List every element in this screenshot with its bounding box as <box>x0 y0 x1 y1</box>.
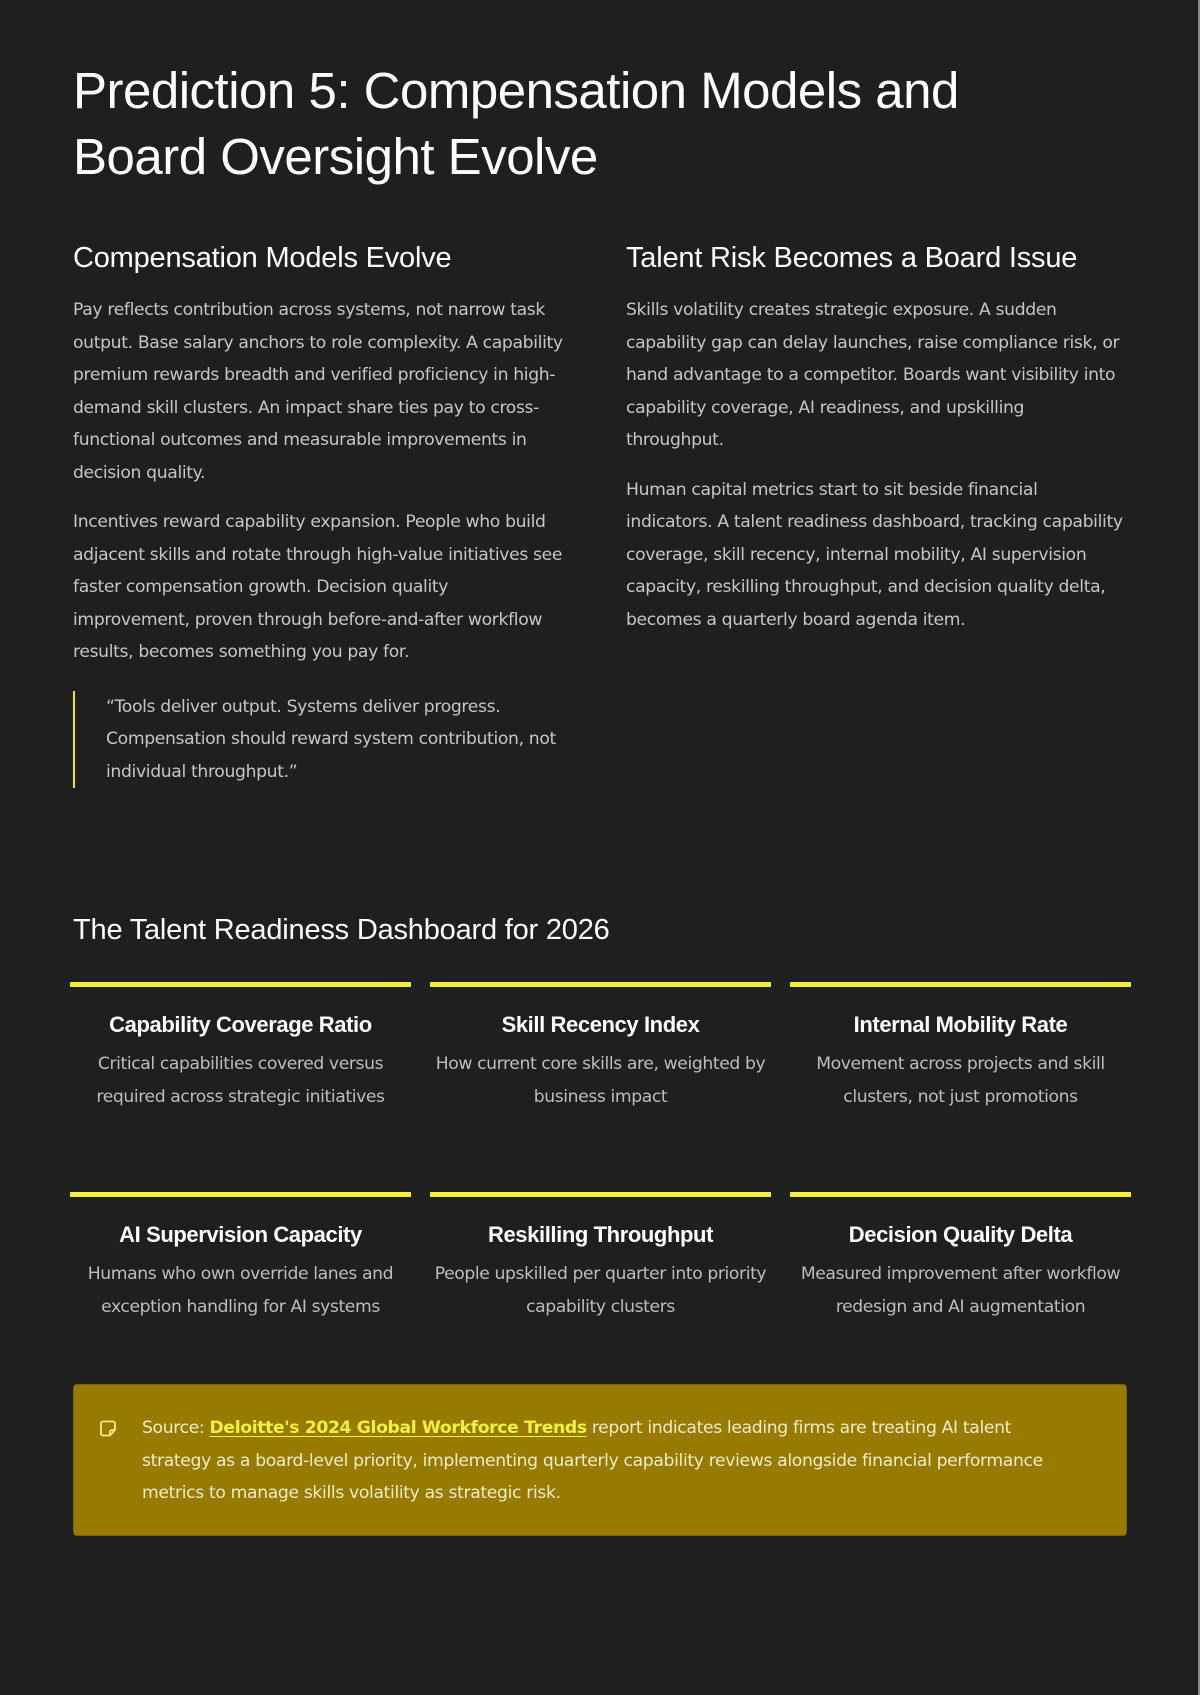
metric-description: Movement across projects and skill clusters, not just promotions <box>816 1054 1105 1107</box>
metric-card <box>430 982 771 1192</box>
metric-title: Skill Recency Index <box>501 1012 700 1037</box>
dashboard-heading: The Talent Readiness Dashboard for 2026 <box>73 914 610 946</box>
metric-title: AI Supervision Capacity <box>119 1222 362 1247</box>
metric-description: Measured improvement after workflow redesign and AI augmentation <box>800 1264 1121 1317</box>
talent-risk-section <box>626 236 1126 653</box>
metric-card <box>430 1192 771 1402</box>
source-link[interactable]: Deloitte's 2024 Global Workforce Trends <box>209 1418 587 1438</box>
metric-card <box>70 1192 411 1402</box>
metric-description: People upskilled per quarter into priority capability clusters <box>434 1264 767 1317</box>
metric-description: Critical capabilities covered versus required across strategic initiatives <box>96 1054 385 1107</box>
metric-title: Internal Mobility Rate <box>853 1012 1068 1037</box>
page-title: Prediction 5: Compensation Models and Board Oversight Evolve <box>73 62 959 185</box>
metric-description: Humans who own override lanes and exception handling for AI systems <box>87 1264 394 1317</box>
metric-description: How current core skills are, weighted by business impact <box>435 1054 766 1107</box>
section-heading: Talent Risk Becomes a Board Issue <box>626 242 1078 274</box>
paragraph: Human capital metrics start to sit beside financial indicators. A talent readiness dashboard, tracking capability coverage, skill recency, internal mobility, AI supervision capacity, reskilling throughput, and decision quality delta, becomes a quarterly board agenda item. <box>626 479 1123 630</box>
paragraph: Incentives reward capability expansion. People who build adjacent skills and rotate through high-value initiatives see faster compensation growth. Decision quality improvement, proven through before-and-after workflow results, becomes something you pay for. <box>73 512 563 662</box>
source-prefix: Source: <box>142 1418 210 1438</box>
source-callout <box>73 1384 1127 1536</box>
section-heading: Compensation Models Evolve <box>73 242 452 274</box>
paragraph: Skills volatility creates strategic exposure. A sudden capability gap can delay launches, raise compliance risk, or hand advantage to a competitor. Boards want visibility into capability coverage, AI readiness, and upskilling throughput. <box>626 300 1120 450</box>
note-icon <box>100 1420 117 1437</box>
paragraph: Pay reflects contribution across systems, not narrow task output. Base salary anchors to role complexity. A capability premium rewards breadth and verified proficiency in high-demand skill clusters. An impact share ties pay to cross-functional outcomes and measurable improvements in decision quality. <box>73 300 563 483</box>
compensation-section <box>73 236 568 788</box>
source-suffix: report indicates leading firms are treating AI talent strategy as a board-level priority, implementing quarterly capability reviews alongside financial performance metrics to manage skills volatility as strategic risk. <box>142 1418 1043 1503</box>
metric-card <box>790 1192 1131 1402</box>
metric-title: Decision Quality Delta <box>848 1222 1073 1247</box>
metric-title: Reskilling Throughput <box>487 1222 714 1247</box>
metric-title: Capability Coverage Ratio <box>109 1012 372 1037</box>
source-text <box>142 1412 1076 1510</box>
metric-card <box>790 982 1131 1192</box>
metric-card <box>70 982 411 1192</box>
pull-quote: “Tools deliver output. Systems deliver progress. Compensation should reward system contribution, not individual throughput.” <box>73 691 568 789</box>
metrics-grid <box>70 982 1132 1402</box>
